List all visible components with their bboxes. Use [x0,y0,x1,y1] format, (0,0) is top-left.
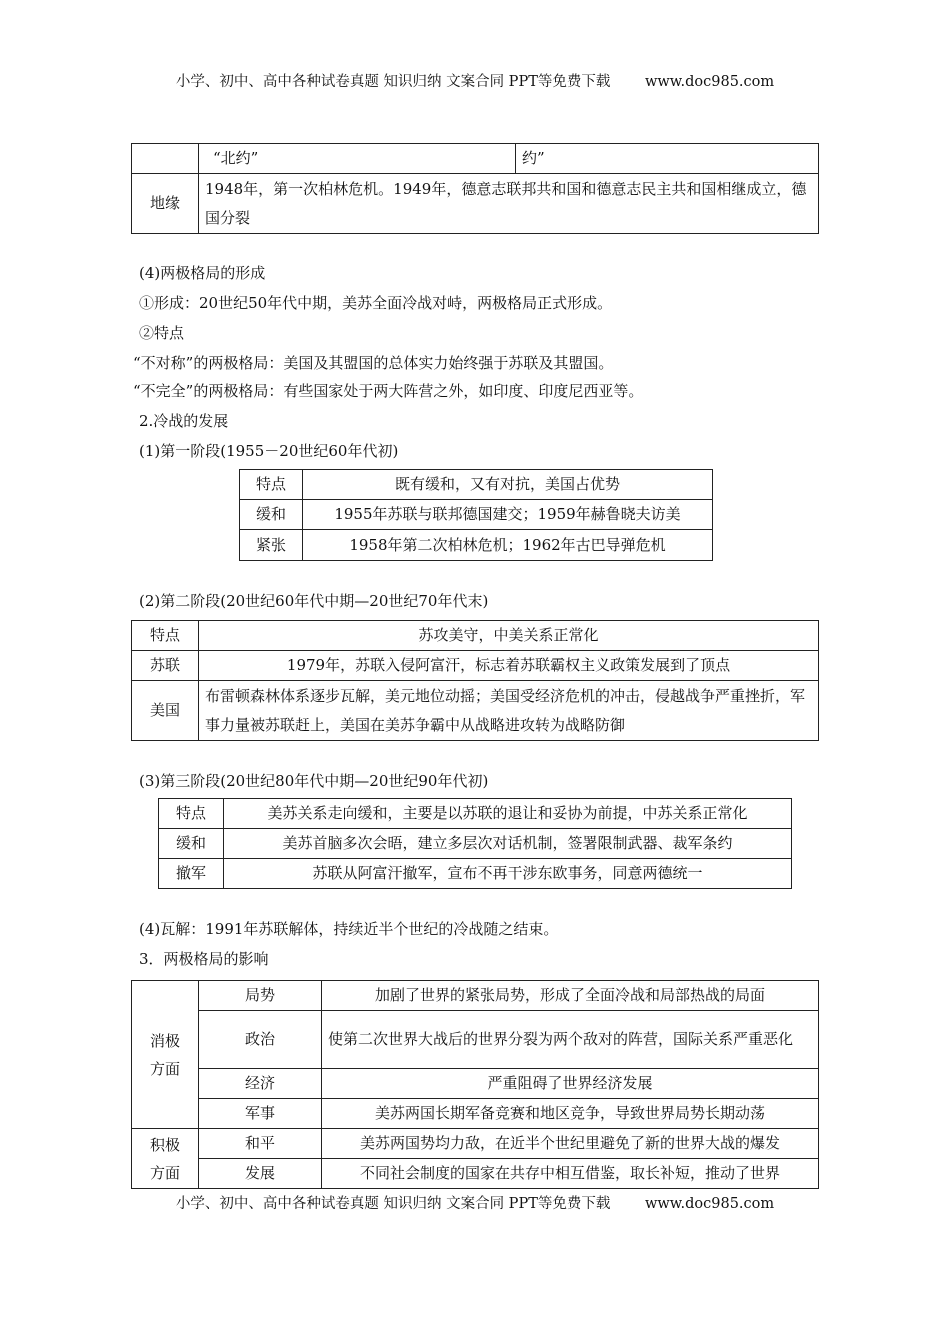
table-row [132,981,819,1011]
paragraph: (4)瓦解：1991年苏联解体，持续近半个世纪的冷战随之结束。 [139,920,559,938]
table-row [240,500,713,530]
table-row [132,681,819,741]
paragraph: ①形成：20世纪50年代中期，美苏全面冷战对峙，两极格局正式形成。 [139,294,613,312]
section-title: (4)两极格局的形成 [139,264,266,282]
row-label: 紧张 [240,530,303,561]
row-label: 发展 [199,1159,322,1189]
table-cell: 1958年第二次柏林危机；1962年古巴导弹危机 [303,530,713,561]
phase1-table [239,469,713,561]
positive-label [132,1129,199,1189]
row-label: 政治 [199,1011,322,1069]
paragraph: “不完全”的两极格局：有些国家处于两大阵营之外，如印度、印度尼西亚等。 [133,382,644,400]
alliance-table [131,143,819,234]
footer-url[interactable]: www.doc985.com [644,1196,775,1212]
section-title: (2)第二阶段(20世纪60年代中期—20世纪70年代末) [139,592,489,610]
row-label: 苏联 [132,651,199,681]
row-label: 缓和 [159,829,224,859]
table-cell: 布雷顿森林体系逐步瓦解，美元地位动摇；美国受经济危机的冲击，侵越战争严重挫折，军事力量被苏联赶上，美国在美苏争霸中从战略进攻转为战略防御 [199,681,819,741]
table-row [159,829,792,859]
table-cell: 美苏首脑多次会晤，建立多层次对话机制，签署限制武器、裁军条约 [224,829,792,859]
table-row [240,530,713,561]
group-label: 积极方面 [149,1135,180,1182]
table-row [132,174,819,234]
table-cell: 美苏关系走向缓和，主要是以苏联的退让和妥协为前提，中苏关系正常化 [224,799,792,829]
table-cell: 严重阻碍了世界经济发展 [322,1069,819,1099]
table-row [132,1159,819,1189]
table-row [132,1069,819,1099]
row-label: 局势 [199,981,322,1011]
table-cell: 苏联从阿富汗撤军，宣布不再干涉东欧事务，同意两德统一 [224,859,792,889]
sub-title: ②特点 [139,324,185,342]
row-label: 特点 [132,621,199,651]
section-title: (1)第一阶段(1955－20世纪60年代初) [139,442,399,460]
table-row [132,1099,819,1129]
paragraph: “不对称”的两极格局：美国及其盟国的总体实力始终强于苏联及其盟国。 [133,354,614,372]
table-row [132,621,819,651]
table-cell: 约” [516,144,819,174]
row-label: 撤军 [159,859,224,889]
row-label: 特点 [159,799,224,829]
page-footer [0,1192,950,1213]
row-label: 地缘 [132,174,199,234]
table-cell: 苏攻美守，中美关系正常化 [199,621,819,651]
impact-table [131,980,819,1189]
table-cell: 美苏两国长期军备竞赛和地区竞争，导致世界局势长期动荡 [322,1099,819,1129]
table-row [159,799,792,829]
table-cell: “北约” [199,144,516,174]
table-cell: 加剧了世界的紧张局势，形成了全面冷战和局部热战的局面 [322,981,819,1011]
table-row [132,144,819,174]
table-cell: 使第二次世界大战后的世界分裂为两个敌对的阵营，国际关系严重恶化 [322,1011,819,1069]
row-label: 缓和 [240,500,303,530]
table-row [240,470,713,500]
table-row [132,1011,819,1069]
phase3-table [158,798,792,889]
page-header [0,70,950,91]
table-cell: 1979年，苏联入侵阿富汗，标志着苏联霸权主义政策发展到了顶点 [199,651,819,681]
table-cell: 1955年苏联与联邦德国建交；1959年赫鲁晓夫访美 [303,500,713,530]
row-label: 特点 [240,470,303,500]
row-label: 经济 [199,1069,322,1099]
group-label: 消极方面 [149,1031,180,1078]
table-row [132,1129,819,1159]
row-label: 军事 [199,1099,322,1129]
phase2-table [131,620,819,741]
table-cell: 美苏两国势均力敌，在近半个世纪里避免了新的世界大战的爆发 [322,1129,819,1159]
row-label: 和平 [199,1129,322,1159]
header-text: 小学、初中、高中各种试卷真题 知识归纳 文案合同 PPT等免费下载 [175,74,611,90]
table-row [132,651,819,681]
table-row [159,859,792,889]
table-cell: 不同社会制度的国家在共存中相互借鉴，取长补短，推动了世界 [322,1159,819,1189]
header-url[interactable]: www.doc985.com [644,74,775,90]
section-title: 3．两极格局的影响 [139,950,269,968]
footer-text: 小学、初中、高中各种试卷真题 知识归纳 文案合同 PPT等免费下载 [175,1196,611,1212]
table-cell [132,144,199,174]
table-cell: 1948年，第一次柏林危机。1949年，德意志联邦共和国和德意志民主共和国相继成立，德国分裂 [199,174,819,234]
negative-label [132,981,199,1129]
table-cell: 既有缓和，又有对抗，美国占优势 [303,470,713,500]
section-title: (3)第三阶段(20世纪80年代中期—20世纪90年代初) [139,772,489,790]
row-label: 美国 [132,681,199,741]
section-title: 2.冷战的发展 [139,412,229,430]
